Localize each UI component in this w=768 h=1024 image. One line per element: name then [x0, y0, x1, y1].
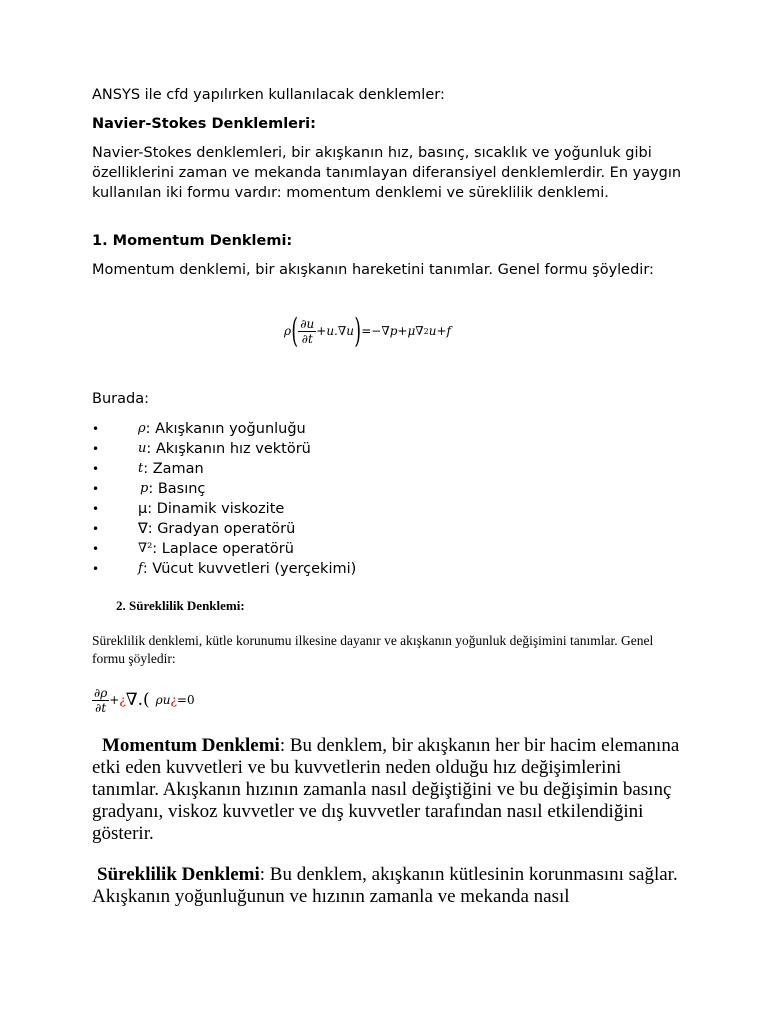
ceq-plus: + [109, 693, 120, 707]
momentum-desc-text: : Bu denklem, bir akışkanın her bir hacim elemanına etki eden kuvvetleri ve bu kuvvetlerin neden olduğu hız değişimlerini tanımlar. Akışkanın hızının zamanla nasıl değiştiğini ve bu değişimin basınç gradyanı, viskoz kuvvetler ve dış kuvvetler tarafından nasıl etkilendiğini gösterir. [92, 735, 680, 844]
ceq-nabla: ∇.( [125, 690, 150, 710]
list-item: • f : Vücut kuvvetleri (yerçekimi) [92, 561, 357, 577]
eq-rho: ρ [284, 324, 292, 338]
bullet-icon: • [92, 502, 100, 516]
heading-continuity: 2. Süreklilik Denklemi: [116, 598, 245, 613]
bullet-icon: • [92, 462, 100, 476]
eq-right-paren: ) [354, 311, 361, 351]
bullet-icon: • [92, 542, 100, 556]
bullet-icon: • [92, 522, 100, 536]
list-item: • ∇: Gradyan operatörü [92, 521, 296, 537]
eq-convective: +u.∇u [316, 324, 354, 338]
continuity-description [92, 864, 682, 908]
intro-line: ANSYS ile cfd yapılırken kullanılacak denklemler: [92, 87, 445, 103]
symbol-list [92, 419, 356, 579]
momentum-description [92, 735, 682, 845]
bullet-icon: • [92, 482, 100, 496]
burada-label: Burada: [92, 391, 149, 407]
eq-fraction [298, 317, 316, 346]
ceq-frac-num: ∂ρ [94, 685, 108, 700]
list-item: • p : Basınç [92, 481, 206, 497]
eq-tail: u+f [428, 324, 451, 338]
continuity-desc-label: Süreklilik Denklemi [97, 864, 260, 885]
momentum-desc-label: Momentum Denklemi [102, 735, 280, 756]
eq-sup: 2 [423, 326, 429, 336]
ceq-eq: =0 [176, 693, 195, 707]
heading-momentum: 1. Momentum Denklemi: [92, 233, 293, 249]
continuity-equation [92, 683, 195, 717]
ceq-fraction [92, 686, 109, 715]
continuity-desc-text: : Bu denklem, akışkanın kütlesinin korunmasını sağlar. Akışkanın yoğunluğunun ve hızının zamanla ve mekanda nasıl [92, 864, 678, 907]
momentum-equation [284, 312, 451, 350]
list-item: • t : Zaman [92, 461, 204, 477]
eq-rhs: =−∇p+μ∇ [361, 324, 424, 338]
list-item: • u : Akışkanın hız vektörü [92, 441, 311, 457]
eq-frac-num: ∂u [300, 316, 315, 331]
ceq-error-mark-2: ¿ [170, 693, 177, 707]
ceq-rhou: ρu [155, 693, 171, 707]
list-item: • ρ : Akışkanın yoğunluğu [92, 421, 306, 437]
momentum-paragraph: Momentum denklemi, bir akışkanın hareketini tanımlar. Genel formu şöyledir: [92, 262, 654, 278]
bullet-icon: • [92, 442, 100, 456]
list-item: • µ: Dinamik viskozite [92, 501, 285, 517]
continuity-paragraph: Süreklilik denklemi, kütle korunumu ilkesine dayanır ve akışkanın yoğunluk değişimini tanımlar. Genel formu şöyledir: [92, 633, 654, 666]
bullet-icon: • [92, 562, 100, 576]
ceq-frac-den: ∂t [95, 700, 107, 715]
navier-stokes-paragraph: Navier-Stokes denklemleri, bir akışkanın hız, basınç, sıcaklık ve yoğunluk gibi özelliklerini zaman ve mekanda tanımlayan diferansiyel denklemlerdir. En yaygın kullanılan iki formu vardır: momentum denklemi ve süreklilik denklemi. [92, 145, 682, 201]
heading-navier-stokes: Navier-Stokes Denklemleri: [92, 116, 316, 132]
list-item: • ∇² : Laplace operatörü [92, 541, 294, 557]
ceq-error-mark: ¿ [119, 693, 126, 707]
eq-frac-den: ∂t [301, 331, 313, 346]
eq-left-paren: ( [291, 311, 299, 351]
bullet-icon: • [92, 422, 100, 436]
